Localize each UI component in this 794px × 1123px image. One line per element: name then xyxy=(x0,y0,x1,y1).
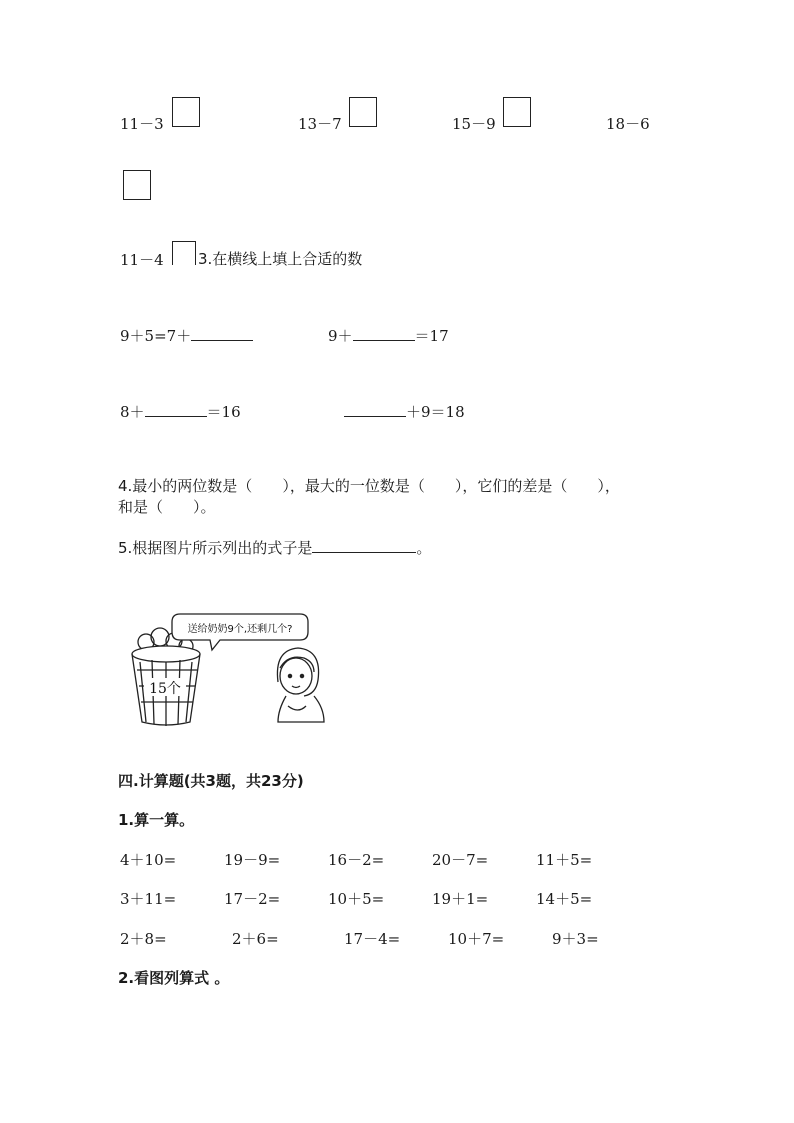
blank-d[interactable] xyxy=(344,402,406,417)
expr-4: 18－6 xyxy=(606,115,650,133)
calc-2-2: 17－2= xyxy=(224,890,281,908)
section-4-heading: 四.计算题(共3题，共23分) xyxy=(118,772,304,790)
calc-1-2: 19－9= xyxy=(224,851,281,869)
fill-c-left: 8＋ xyxy=(120,403,145,421)
blank-c[interactable] xyxy=(145,402,207,417)
calc-2-4: 19＋1= xyxy=(432,890,489,908)
calc-2-3: 10＋5= xyxy=(328,890,385,908)
calc-1-4: 20－7= xyxy=(432,851,489,869)
answer-box-5[interactable] xyxy=(172,241,196,265)
calc-1-1: 4＋10= xyxy=(120,851,177,869)
question-5-end: 。 xyxy=(416,539,432,557)
expr-2: 13－7 xyxy=(298,115,342,133)
fill-row-a xyxy=(120,326,253,345)
basket-label: 15个 xyxy=(149,681,181,697)
fill-row-c xyxy=(120,402,241,421)
section-4-q2: 2.看图列算式 。 xyxy=(118,969,230,987)
calc-3-5: 9＋3= xyxy=(552,930,599,948)
calc-2-1: 3＋11= xyxy=(120,890,177,908)
blank-a[interactable] xyxy=(191,326,253,341)
fill-row-b xyxy=(328,326,449,345)
question-4-line2: 和是（ ）。 xyxy=(118,498,216,516)
calc-3-2: 2＋6= xyxy=(232,930,279,948)
answer-box-1[interactable] xyxy=(172,97,200,127)
calc-3-1: 2＋8= xyxy=(120,930,167,948)
girl-icon xyxy=(277,648,324,722)
blank-b[interactable] xyxy=(353,326,415,341)
expr-3: 15－9 xyxy=(452,115,496,133)
fill-b-right: ＝17 xyxy=(414,327,449,345)
illustration-svg xyxy=(128,610,328,730)
question-5 xyxy=(118,538,431,557)
answer-box-2[interactable] xyxy=(349,97,377,127)
expr-5: 11－4 xyxy=(120,251,164,269)
basket-icon xyxy=(132,628,200,726)
question-3-title: 3.在横线上填上合适的数 xyxy=(198,250,363,268)
question-5-text: 5.根据图片所示列出的式子是 xyxy=(118,539,313,557)
blank-q5[interactable] xyxy=(312,538,416,553)
section-4-q1: 1.算一算。 xyxy=(118,811,195,829)
fill-row-d xyxy=(344,402,465,421)
answer-box-4[interactable] xyxy=(123,170,151,200)
calc-2-5: 14＋5= xyxy=(536,890,593,908)
calc-3-3: 17－4= xyxy=(344,930,401,948)
fill-a-text: 9＋5=7＋ xyxy=(120,327,192,345)
bubble-text: 送给奶奶9个,还剩几个? xyxy=(187,624,293,635)
fill-c-right: ＝16 xyxy=(206,403,241,421)
fill-d-right: ＋9＝18 xyxy=(406,403,465,421)
calc-1-5: 11＋5= xyxy=(536,851,593,869)
answer-box-3[interactable] xyxy=(503,97,531,127)
question-4-line1: 4.最小的两位数是（ ），最大的一位数是（ ），它们的差是（ ）， xyxy=(118,477,620,495)
calc-1-3: 16－2= xyxy=(328,851,385,869)
illustration-apples-girl xyxy=(128,610,328,730)
expr-1: 11－3 xyxy=(120,115,164,133)
calc-3-4: 10＋7= xyxy=(448,930,505,948)
fill-b-left: 9＋ xyxy=(328,327,353,345)
